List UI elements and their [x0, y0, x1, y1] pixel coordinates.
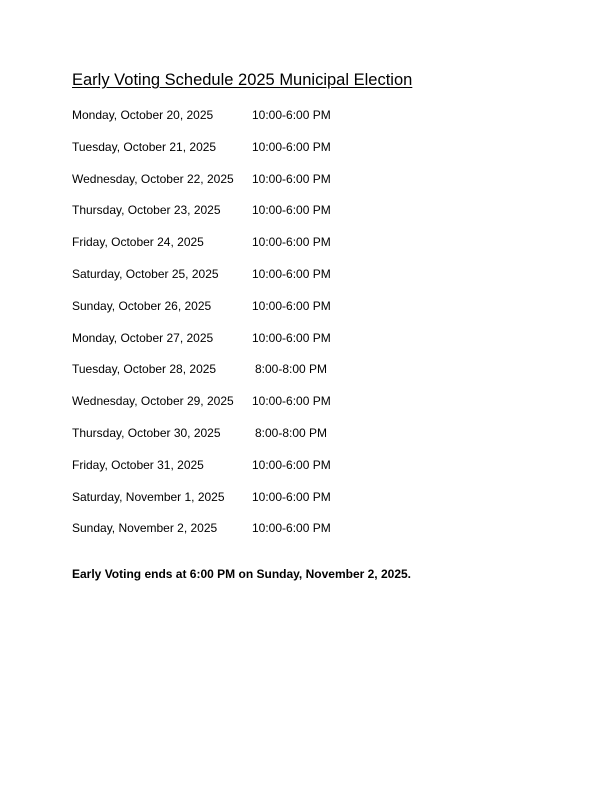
- schedule-row: [72, 393, 372, 425]
- schedule-hours: 8:00-8:00 PM: [255, 425, 328, 440]
- schedule-hours: 10:00-6:00 PM: [252, 489, 331, 504]
- schedule-row: [72, 425, 372, 457]
- schedule-hours: 10:00-6:00 PM: [252, 203, 331, 218]
- schedule-hours: 10:00-6:00 PM: [252, 457, 331, 472]
- schedule-row: [72, 298, 372, 330]
- schedule-hours: 10:00-6:00 PM: [252, 521, 331, 536]
- schedule-date: Tuesday, October 28, 2025: [72, 362, 217, 377]
- schedule-date: Monday, October 27, 2025: [72, 330, 214, 345]
- schedule-hours: 10:00-6:00 PM: [252, 298, 331, 313]
- schedule-row: [72, 171, 372, 203]
- schedule-date: Tuesday, October 21, 2025: [72, 139, 217, 154]
- schedule-hours: 10:00-6:00 PM: [252, 139, 331, 154]
- schedule-hours: 10:00-6:00 PM: [252, 266, 331, 281]
- schedule-row: [72, 457, 372, 489]
- schedule-date: Saturday, November 1, 2025: [72, 489, 225, 504]
- schedule-hours: 10:00-6:00 PM: [252, 394, 331, 409]
- schedule-date: Wednesday, October 29, 2025: [72, 394, 234, 409]
- schedule-row: [72, 330, 372, 362]
- schedule-date: Friday, October 24, 2025: [72, 235, 204, 250]
- schedule-row: [72, 489, 372, 521]
- schedule-row: [72, 266, 372, 298]
- schedule-date: Sunday, October 26, 2025: [72, 298, 212, 313]
- schedule-date: Thursday, October 23, 2025: [72, 203, 221, 218]
- schedule-hours: 10:00-6:00 PM: [252, 171, 331, 186]
- schedule-hours: 10:00-6:00 PM: [252, 330, 331, 345]
- schedule-row: [72, 139, 372, 171]
- schedule-date: Friday, October 31, 2025: [72, 457, 204, 472]
- schedule-hours: 10:00-6:00 PM: [252, 108, 331, 122]
- schedule-row: [72, 202, 372, 234]
- schedule-hours: 10:00-6:00 PM: [252, 235, 331, 250]
- early-voting-end-note: Early Voting ends at 6:00 PM on Sunday, November 2, 2025.: [72, 567, 411, 581]
- schedule-date: Thursday, October 30, 2025: [72, 425, 221, 440]
- schedule-hours: 8:00-8:00 PM: [255, 362, 328, 377]
- schedule-row: [72, 520, 372, 552]
- schedule-row: [72, 234, 372, 266]
- schedule-list: [72, 107, 372, 552]
- page-title: Early Voting Schedule 2025 Municipal Election: [72, 71, 413, 89]
- schedule-row: [72, 107, 372, 139]
- schedule-date: Sunday, November 2, 2025: [72, 521, 218, 536]
- schedule-date: Wednesday, October 22, 2025: [72, 171, 234, 186]
- schedule-date: Monday, October 20, 2025: [72, 108, 214, 122]
- schedule-date: Saturday, October 25, 2025: [72, 266, 219, 281]
- schedule-row: [72, 361, 372, 393]
